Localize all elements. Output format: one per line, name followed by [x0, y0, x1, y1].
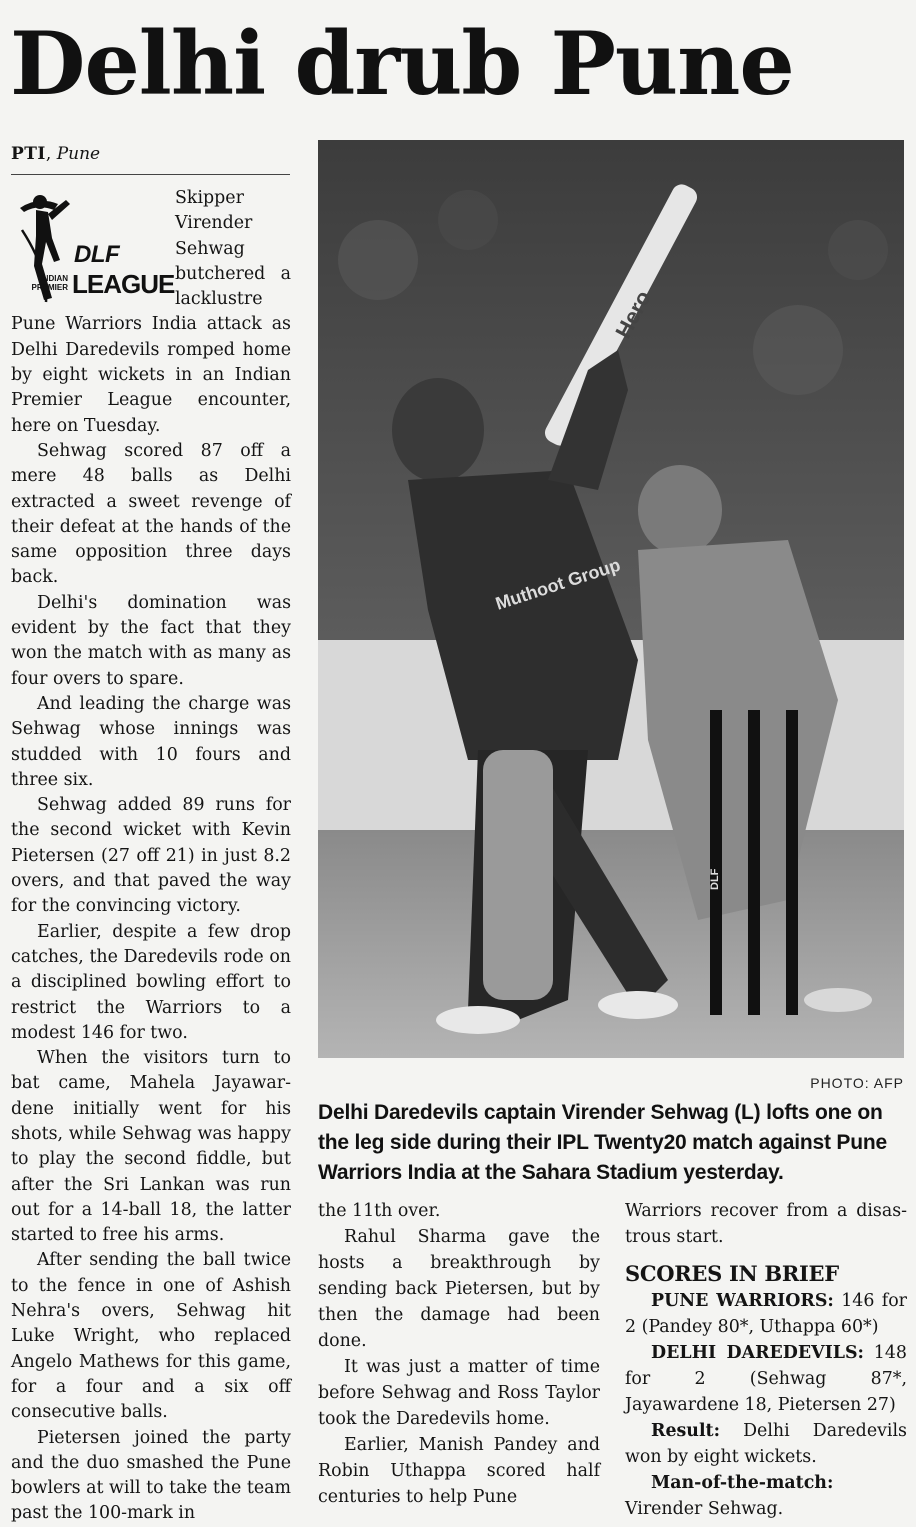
- logo-brand-text: DLF: [74, 241, 120, 268]
- byline-agency: PTI: [11, 144, 46, 164]
- batsman-photo-illustration: [318, 140, 904, 1058]
- logo-league-text: LEAGUE: [72, 269, 175, 299]
- article-paragraph: Sehwag added 89 runs for the second wicket with Kevin Pietersen (27 off 21) in just 8.2 overs, and that paved the way for the convincing victory.: [11, 795, 291, 917]
- headline: Delhi drub Pune: [10, 12, 794, 115]
- article-paragraph: Rahul Sharma gave the hosts a breakthrough by sending back Pietersen, but by then the damage had been done.: [318, 1227, 600, 1351]
- score-label: PUNE WARRIORS:: [651, 1291, 834, 1311]
- score-text: Delhi Daredevils won by eight wickets.: [625, 1421, 907, 1467]
- article-column-2: [318, 1198, 600, 1510]
- article-paragraph: Pietersen joined the party and the duo smashed the Pune bowlers at will to take the team past the 100-mark in: [11, 1427, 291, 1524]
- bat-sponsor-text: Hero: [610, 286, 656, 343]
- ipl-logo: [18, 190, 175, 308]
- score-label: Man-of-the-match:: [651, 1473, 834, 1493]
- score-line: [625, 1288, 907, 1340]
- score-label: DELHI DAREDEVILS:: [651, 1343, 864, 1363]
- byline: PTI, Pune: [11, 144, 101, 164]
- article-paragraph: Delhi's domination was evident by the fact that they won the match with as many as four overs to spare.: [11, 592, 291, 689]
- stump-text: DLF: [709, 868, 721, 890]
- score-line: [625, 1470, 907, 1522]
- article-column-3: [625, 1198, 907, 1522]
- article-paragraph: After sending the ball twice to the fence in one of Ashish Nehra's overs, Sehwag hit Luke Wright, who replaced Angelo Mathews for this game, for a four and a six off consecutive balls.: [11, 1250, 291, 1423]
- score-text: 146 for 2 (Pandey 80*, Uthappa 60*): [625, 1291, 907, 1337]
- article-paragraph: Earlier, despite a few drop catches, the Daredevils rode on a disciplined bowling effort to restrict the Warriors to a modest 146 for two.: [11, 921, 291, 1043]
- score-line: [625, 1418, 907, 1470]
- article-paragraph: the 11th over.: [318, 1201, 441, 1221]
- score-text: Virender Sehwag.: [625, 1499, 784, 1519]
- byline-rule: [11, 174, 290, 175]
- article-paragraph: Skipper Virender Sehwag butchered a lacklustre Pune Warriors India attack as Delhi Daredevils romped home by eight wickets in an Indian Premier League encounter, here on Tuesday.: [11, 188, 291, 436]
- jersey-sponsor-text: Muthoot Group: [493, 554, 623, 614]
- article-paragraph: When the visitors turn to bat came, Mahela Jayawar-dene initially went for his shots, while Sehwag was happy to play the second fiddle, but after the Sri Lankan was run out for a 14-ball 18, the latter started to free his arms.: [11, 1048, 291, 1246]
- article-paragraph: And leading the charge was Sehwag whose innings was studded with 10 fours and three six.: [11, 693, 291, 790]
- article-column-1: [11, 186, 291, 1527]
- article-paragraph: It was just a matter of time before Sehwag and Ross Taylor took the Daredevils home.: [318, 1357, 600, 1429]
- match-photo: [318, 140, 904, 1058]
- score-label: Result:: [651, 1421, 721, 1441]
- byline-place: Pune: [56, 144, 101, 164]
- score-text: 148 for 2 (Sehwag 87*, Jayawardene 18, Pietersen 27): [625, 1343, 907, 1415]
- article-paragraph: Sehwag scored 87 off a mere 48 balls as Delhi extracted a sweet revenge of their defeat at the hands of the same opposition three days back.: [11, 440, 291, 588]
- photo-credit: PHOTO: AFP: [810, 1075, 904, 1091]
- article-paragraph: Earlier, Manish Pandey and Robin Uthappa scored half centuries to help Pune: [318, 1435, 600, 1507]
- article-paragraph: Warriors recover from a disas-trous start.: [625, 1201, 907, 1247]
- photo-caption: Delhi Daredevils captain Virender Sehwag (L) lofts one on the leg side during their IPL Twenty20 match against Pune Warriors India at the Sahara Stadium yesterday.: [318, 1101, 887, 1184]
- score-line: [625, 1340, 907, 1418]
- scores-title: SCORES IN BRIEF: [625, 1261, 839, 1286]
- logo-small-text: INDIAN PREMIER: [31, 274, 68, 292]
